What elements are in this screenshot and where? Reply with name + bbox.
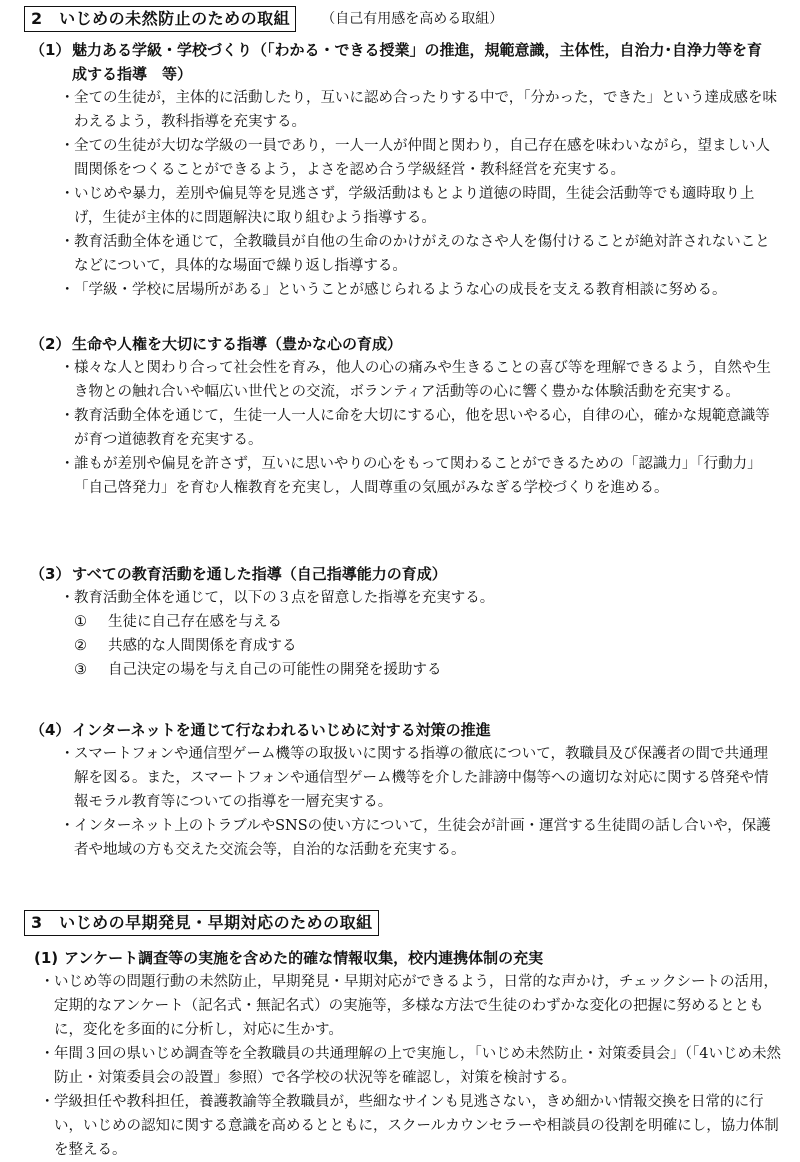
- subsection-2-1-title: 魅力ある学級・学校づくり（「わかる・できる授業」の推進，規範意識，主体性，自治力･自浄力等を育成する指導 等）: [72, 41, 763, 83]
- list-item: ・ 全ての生徒が，主体的に活動したり，互いに認め合ったりする中で，「分かった，できた」という達成感を味わえるよう，教科指導を充実する。: [60, 90, 777, 130]
- section-3-heading: [24, 910, 379, 936]
- subsection-3-1-heading: [34, 946, 774, 970]
- list-item: ・ 教育活動全体を通じて，以下の３点を留意した指導を充実する。: [60, 590, 495, 606]
- list-item: ・ 教育活動全体を通じて，生徒一人一人に命を大切にする心，他を思いやる心，自律の心，確かな規範意識等が育つ道徳教育を充実する。: [60, 408, 770, 448]
- subsection-2-4-list: [58, 742, 780, 862]
- subsection-3-1-number: (1): [34, 949, 59, 967]
- list-item: ・ 「学級・学校に居場所がある」ということが感じられるような心の成長を支える教育相談に努める。: [60, 282, 727, 298]
- subsection-3-1-list: [38, 970, 782, 1162]
- point-item: ② 共感的な人間関係を育成する: [74, 638, 297, 654]
- list-item: ・ 様々な人と関わり合って社会性を育み，他人の心の痛みや生きることの喜び等を理解できるよう，自然や生き物との触れ合いや幅広い世代との交流，ボランティア活動等の心に響く豊かな体験活動を充実する。: [60, 360, 771, 400]
- subsection-2-1-number: （1）: [30, 41, 71, 59]
- list-item: ・ スマートフォンや通信型ゲーム機等の取扱いに関する指導の徹底について，教職員及び保護者の間で共通理解を図る。また，スマートフォンや通信型ゲーム機等を介した誹謗中傷等への適切な対応に関する啓発や情報モラル教育等についての指導を一層充実する。: [60, 746, 769, 810]
- subsection-2-3-title: すべての教育活動を通した指導（自己指導能力の育成）: [72, 565, 447, 583]
- point-item: ① 生徒に自己存在感を与える: [74, 614, 282, 630]
- subsection-2-4-number: （4）: [30, 721, 71, 739]
- subsection-2-3-heading: [30, 562, 770, 586]
- subsection-2-1-heading: [30, 38, 770, 86]
- subsection-3-1-title: アンケート調査等の実施を含めた的確な情報収集，校内連携体制の充実: [64, 949, 544, 967]
- section-3-title: 3 いじめの早期発見・早期対応のための取組: [24, 910, 379, 936]
- list-item: ・ 教育活動全体を通じて，全教職員が自他の生命のかけがえのなさや人を傷付けることが絶対許されないことなどについて，具体的な場面で繰り返し指導する。: [60, 234, 770, 274]
- section-2-note: （自己有用感を高める取組）: [321, 11, 504, 27]
- list-item: ・ インターネット上のトラブルやSNSの使い方について，生徒会が計画・運営する生徒間の話し合いや，保護者や地域の方も交えた交流会等，自治的な活動を充実する。: [60, 818, 771, 858]
- subsection-2-3-number: （3）: [30, 565, 71, 583]
- subsection-2-4-title: インターネットを通じて行なわれるいじめに対する対策の推進: [72, 721, 491, 739]
- section-2-title: 2 いじめの未然防止のための取組: [24, 6, 296, 32]
- subsection-2-3-list: [58, 586, 780, 610]
- subsection-2-3-points: [74, 610, 674, 682]
- list-item: ・ 誰もが差別や偏見を許さず，互いに思いやりの心をもって関わることができるための「認識力」「行動力」「自己啓発力」を育む人権教育を充実し，人間尊重の気風がみなぎる学校づくりを進める。: [60, 456, 762, 496]
- list-item: ・ いじめ等の問題行動の未然防止，早期発見・早期対応ができるよう，日常的な声かけ，チェックシートの活用，定期的なアンケート（記名式・無記名式）の実施等，多様な方法で生徒のわずかな変化の把握に努めるとともに，変化を多面的に分析し，対応に生かす。: [40, 974, 778, 1038]
- subsection-2-4-heading: [30, 718, 770, 742]
- subsection-2-1-list: [58, 86, 780, 302]
- subsection-2-2-number: （2）: [30, 335, 71, 353]
- subsection-2-2-list: [58, 356, 780, 500]
- point-item: ③ 自己決定の場を与え自己の可能性の開発を援助する: [74, 662, 442, 678]
- subsection-2-2-title: 生命や人権を大切にする指導（豊かな心の育成）: [72, 335, 403, 353]
- list-item: ・ 全ての生徒が大切な学級の一員であり，一人一人が仲間と関わり，自己存在感を味わいながら，望ましい人間関係をつくることができるよう，よさを認め合う学級経営・教科経営を充実する。: [60, 138, 770, 178]
- section-2-heading: [24, 6, 503, 32]
- list-item: ・ いじめや暴力，差別や偏見等を見逃さず，学級活動はもとより道徳の時間，生徒会活動等でも適時取り上げ，生徒が主体的に問題解決に取り組むよう指導する。: [60, 186, 755, 226]
- list-item: ・ 年間３回の県いじめ調査等を全教職員の共通理解の上で実施し，「いじめ未然防止・対策委員会」（「4いじめ未然防止・対策委員会の設置」参照）で各学校の状況等を確認し，対策を検討する。: [40, 1046, 781, 1086]
- list-item: ・ 学級担任や教科担任，養護教諭等全教職員が，些細なサインも見逃さない，きめ細かい情報交換を日常的に行い，いじめの認知に関する意識を高めるとともに，スクールカウンセラーや相談員の役割を明確にし，協力体制を整える。: [40, 1094, 779, 1158]
- subsection-2-2-heading: [30, 332, 770, 356]
